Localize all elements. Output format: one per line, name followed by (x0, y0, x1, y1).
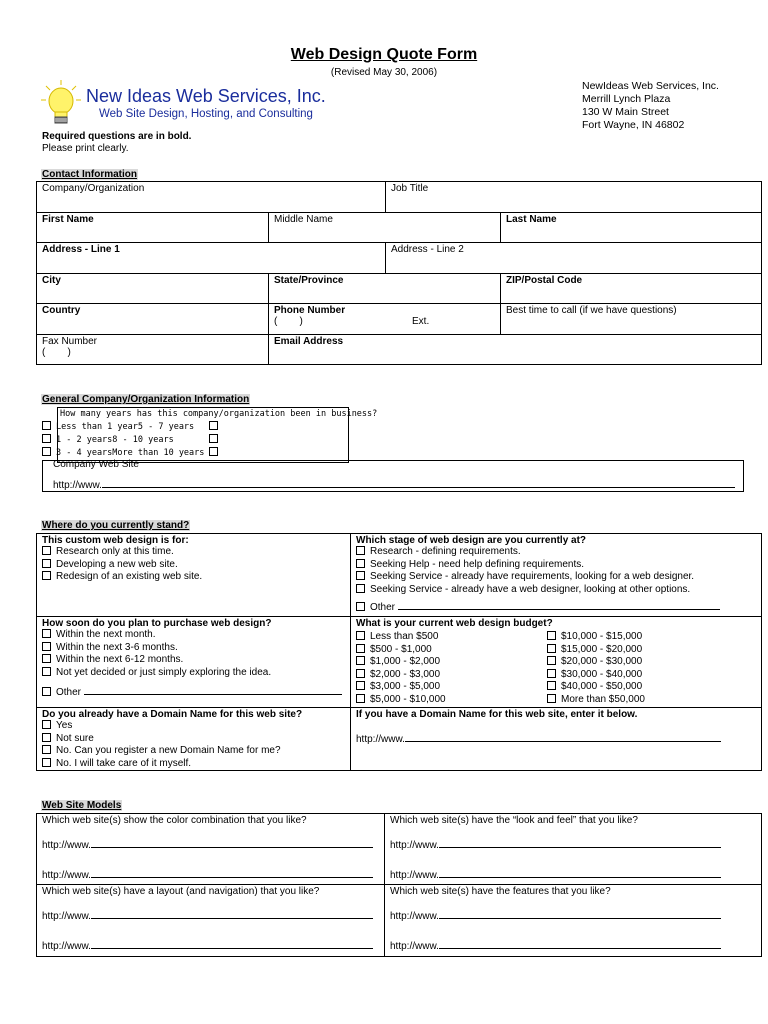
option-label: Seeking Service - already have requirements, looking for a web designer. (370, 571, 695, 582)
fax-field[interactable] (36, 334, 269, 365)
years-option: 1 - 2 years8 - 10 years (56, 435, 174, 445)
company-field[interactable] (36, 181, 386, 213)
option-label: $40,000 - $50,000 (561, 681, 643, 692)
contact-heading: Contact Information (42, 169, 137, 180)
checkbox[interactable] (356, 694, 365, 703)
option-label: $2,000 - $3,000 (370, 668, 441, 680)
option-label: Within the next month. (56, 629, 156, 640)
lightbulb-icon (40, 78, 82, 128)
option-label: Research - defining requirements. (370, 546, 521, 557)
years-option: Less than 1 year5 - 7 years (56, 422, 195, 432)
company-website-box[interactable] (42, 460, 744, 492)
domain-section (36, 707, 351, 771)
layout-question: Which web site(s) have a layout (and navigation) that you like? (42, 886, 320, 897)
checkbox[interactable] (42, 667, 51, 676)
domain-question: Do you already have a Domain Name for this web site? (42, 709, 303, 720)
option-label: $5,000 - $10,000 (370, 693, 446, 705)
years-checkbox[interactable] (209, 447, 218, 456)
option-label: Redesign of an existing web site. (56, 571, 203, 582)
checkbox[interactable] (547, 681, 556, 690)
checkbox[interactable] (42, 629, 51, 638)
checkbox[interactable] (42, 559, 51, 568)
purchase-timing-section (36, 616, 351, 708)
job-title-label: Job Title (391, 183, 429, 194)
last-name-label: Last Name (506, 214, 557, 225)
url-prefix: http://www. (390, 941, 439, 952)
checkbox[interactable] (356, 571, 365, 580)
option-label: $500 - $1,000 (370, 643, 432, 655)
look-feel-section (384, 813, 762, 885)
checkbox[interactable] (356, 656, 365, 665)
url-input[interactable] (91, 939, 373, 949)
option-label: $3,000 - $5,000 (370, 681, 441, 692)
other-label: Other (370, 602, 396, 613)
checkbox[interactable] (42, 654, 51, 663)
checkbox[interactable] (356, 546, 365, 555)
job-title-field[interactable] (385, 181, 762, 213)
layout-section (36, 884, 385, 957)
url-input[interactable] (439, 909, 721, 919)
look-feel-question: Which web site(s) have the “look and feel” that you like? (390, 815, 638, 826)
url-prefix: http://www. (390, 870, 439, 881)
years-options (42, 421, 204, 460)
models-heading: Web Site Models (42, 800, 122, 811)
url-prefix: http://www. (42, 941, 91, 952)
option-label: $20,000 - $30,000 (561, 656, 643, 667)
company-label: Company/Organization (42, 183, 145, 194)
domain-input[interactable] (405, 732, 721, 742)
url-prefix: http://www. (390, 911, 439, 922)
domain-prefix: http://www. (356, 734, 405, 745)
design-stage-section (350, 533, 762, 617)
option-label: $10,000 - $15,000 (561, 631, 643, 642)
design-for-question: This custom web design is for: (42, 535, 189, 546)
url-input[interactable] (91, 838, 373, 848)
address-line: 130 W Main Street (582, 106, 669, 118)
address1-field[interactable] (36, 242, 386, 274)
checkbox[interactable] (356, 631, 365, 640)
other-label: Other (56, 687, 82, 698)
general-heading: General Company/Organization Information (42, 394, 250, 405)
checkbox[interactable] (42, 571, 51, 580)
checkbox[interactable] (547, 656, 556, 665)
option-label: Seeking Service - already have a web designer, looking at other options. (370, 583, 691, 595)
company-website-input[interactable] (102, 478, 735, 488)
option-label: Not yet decided or just simply exploring the idea. (56, 666, 272, 678)
checkbox[interactable] (356, 584, 365, 593)
url-prefix: http://www. (390, 840, 439, 851)
checkbox[interactable] (356, 669, 365, 678)
url-prefix: http://www. (42, 870, 91, 881)
checkbox[interactable] (42, 720, 51, 729)
state-field[interactable] (268, 273, 501, 304)
country-field[interactable] (36, 303, 269, 335)
city-label: City (42, 275, 61, 286)
checkbox[interactable] (356, 644, 365, 653)
phone-label: Phone Number (274, 305, 346, 316)
state-label: State/Province (274, 275, 344, 286)
years-option: 3 - 4 yearsMore than 10 years (56, 448, 205, 458)
url-input[interactable] (439, 939, 721, 949)
stand-heading: Where do you currently stand? (42, 520, 190, 531)
checkbox[interactable] (547, 631, 556, 640)
option-label: Yes (56, 720, 73, 731)
checkbox[interactable] (42, 733, 51, 742)
fax-label: Fax Number (42, 336, 98, 347)
option-label: More than $50,000 (561, 693, 645, 705)
features-section (384, 884, 762, 957)
option-label: $30,000 - $40,000 (561, 668, 643, 680)
checkbox[interactable] (547, 694, 556, 703)
address-line: Merrill Lynch Plaza (582, 93, 671, 105)
phone-ext-label: Ext. (412, 316, 430, 327)
years-question: How many years has this company/organization been in business? (60, 409, 378, 419)
option-label: Less than $500 (370, 631, 439, 642)
url-prefix: http://www. (42, 911, 91, 922)
design-for-section (36, 533, 351, 617)
address2-label: Address - Line 2 (391, 244, 464, 255)
middle-name-label: Middle Name (274, 214, 333, 225)
option-label: Research only at this time. (56, 546, 174, 557)
budget-question: What is your current web design budget? (356, 618, 553, 629)
address-line: NewIdeas Web Services, Inc. (582, 80, 719, 92)
checkbox[interactable] (547, 644, 556, 653)
url-prefix: http://www. (42, 840, 91, 851)
option-label: $1,000 - $2,000 (370, 656, 441, 667)
years-checkbox[interactable] (42, 434, 51, 443)
checkbox[interactable] (356, 602, 365, 611)
phone-field[interactable] (268, 303, 501, 335)
option-label: Within the next 6-12 months. (56, 654, 184, 665)
url-input[interactable] (439, 868, 721, 878)
first-name-field[interactable] (36, 212, 269, 243)
domain-entry-section (350, 707, 762, 771)
years-checkbox[interactable] (209, 434, 218, 443)
address-line: Fort Wayne, IN 46802 (582, 119, 685, 131)
url-input[interactable] (439, 838, 721, 848)
best-time-field[interactable] (500, 303, 762, 335)
zip-field[interactable] (500, 273, 762, 304)
domain-entry-question: If you have a Domain Name for this web site, enter it below. (356, 709, 638, 720)
checkbox[interactable] (547, 669, 556, 678)
years-checkbox[interactable] (42, 421, 51, 430)
middle-name-field[interactable] (268, 212, 501, 243)
budget-section (350, 616, 762, 708)
company-website-prefix: http://www. (53, 480, 102, 491)
company-address (582, 80, 719, 132)
years-checkbox[interactable] (42, 447, 51, 456)
zip-label: ZIP/Postal Code (506, 275, 583, 286)
option-label: Developing a new web site. (56, 558, 178, 570)
option-label: Not sure (56, 732, 94, 744)
other-input[interactable] (84, 685, 342, 695)
purchase-timing-question: How soon do you plan to purchase web design? (42, 618, 272, 629)
features-question: Which web site(s) have the features that you like? (390, 886, 611, 897)
years-checkbox[interactable] (209, 421, 218, 430)
option-label: $15,000 - $20,000 (561, 643, 643, 655)
country-label: Country (42, 305, 81, 316)
fax-area-code: ( ) (42, 347, 71, 358)
revised-date: (Revised May 30, 2006) (330, 67, 438, 78)
phone-area-code: ( ) (274, 316, 303, 327)
best-time-label: Best time to call (if we have questions) (506, 305, 677, 316)
other-input[interactable] (398, 600, 720, 610)
first-name-label: First Name (42, 214, 94, 225)
color-question: Which web site(s) show the color combination that you like? (42, 815, 307, 826)
address2-field[interactable] (385, 242, 762, 274)
checkbox[interactable] (42, 642, 51, 651)
required-note: Required questions are in bold. (42, 131, 192, 142)
email-label: Email Address (274, 336, 344, 347)
email-field[interactable] (268, 334, 762, 365)
option-label: Seeking Help - need help defining requirements. (370, 558, 585, 570)
option-label: No. Can you register a new Domain Name for me? (56, 745, 281, 756)
checkbox[interactable] (42, 758, 51, 767)
last-name-field[interactable] (500, 212, 762, 243)
company-website-label: Company Web Site (53, 459, 139, 470)
company-tagline: Web Site Design, Hosting, and Consulting (99, 108, 313, 120)
print-note: Please print clearly. (42, 143, 129, 154)
url-input[interactable] (91, 868, 373, 878)
checkbox[interactable] (42, 687, 51, 696)
checkbox[interactable] (356, 681, 365, 690)
city-field[interactable] (36, 273, 269, 304)
checkbox[interactable] (42, 546, 51, 555)
option-label: Within the next 3-6 months. (56, 641, 178, 653)
checkbox[interactable] (356, 559, 365, 568)
color-combination-section (36, 813, 385, 885)
address1-label: Address - Line 1 (42, 244, 120, 255)
form-title: Web Design Quote Form (290, 46, 478, 63)
company-name: New Ideas Web Services, Inc. (86, 86, 326, 106)
url-input[interactable] (91, 909, 373, 919)
design-stage-question: Which stage of web design are you currently at? (356, 535, 587, 546)
checkbox[interactable] (42, 745, 51, 754)
option-label: No. I will take care of it myself. (56, 757, 192, 769)
